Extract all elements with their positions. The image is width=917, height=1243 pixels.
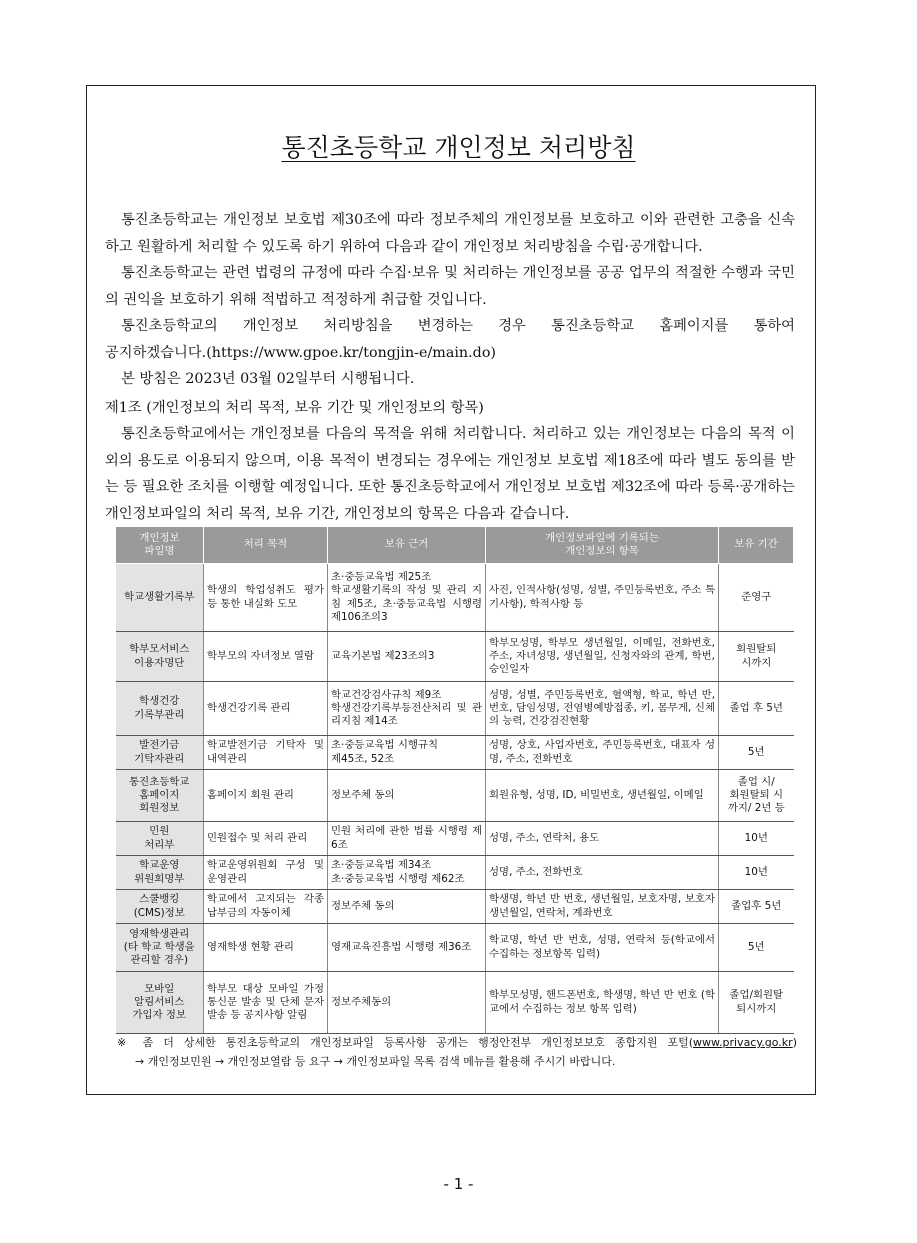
table-row bbox=[116, 972, 794, 1034]
header-file-name: 개인정보 파일명 bbox=[116, 527, 204, 564]
cell-purpose: 민원접수 및 처리 관리 bbox=[204, 822, 328, 856]
footnote-line-1: ※ 좀 더 상세한 통진초등학교의 개인정보파일 등록사항 공개는 행정안전부 개인정보보호 종합지원 포털(www.privacy.go.kr) bbox=[117, 1036, 797, 1049]
header-basis: 보유 근거 bbox=[328, 527, 486, 564]
cell-basis: 초·중등교육법 시행규칙 제45조, 52조 bbox=[328, 736, 486, 770]
cell-purpose: 학교발전기금 기탁자 및 내역관리 bbox=[204, 736, 328, 770]
cell-period: 10년 bbox=[719, 856, 794, 890]
intro-paragraph-1: 통진초등학교는 개인정보 보호법 제30조에 따라 정보주체의 개인정보를 보호하고 이와 관련한 고충을 신속하고 원활하게 처리할 수 있도록 하기 위하여 다음과 같이 개인정보 처리방침을 수립·공개합니다. bbox=[105, 212, 795, 255]
footnote bbox=[117, 1033, 797, 1071]
cell-basis: 초·중등교육법 제25조 학교생활기록의 작성 및 관리 지침 제5조, 초·중등교육법 시행령 제106조의3 bbox=[328, 564, 486, 632]
cell-items: 회원유형, 성명, ID, 비밀번호, 생년월일, 이메일 bbox=[486, 770, 719, 822]
cell-basis: 교육기본법 제23조의3 bbox=[328, 632, 486, 682]
cell-basis: 학교건강검사규칙 제9조 학생건강기록부등전산처리 및 관리지침 제14조 bbox=[328, 682, 486, 736]
page-number: - 1 - bbox=[443, 1175, 474, 1193]
cell-purpose: 영재학생 현황 관리 bbox=[204, 924, 328, 972]
cell-purpose: 학부모의 자녀정보 열람 bbox=[204, 632, 328, 682]
cell-purpose: 학생건강기록 관리 bbox=[204, 682, 328, 736]
privacy-portal-link[interactable]: www.privacy.go.kr bbox=[693, 1036, 793, 1049]
cell-file-name: 학부모서비스 이용자명단 bbox=[116, 632, 204, 682]
cell-file-name: 민원 처리부 bbox=[116, 822, 204, 856]
table-row bbox=[116, 632, 794, 682]
cell-file-name: 학교운영 위원회명부 bbox=[116, 856, 204, 890]
cell-items: 학교명, 학년 반 번호, 성명, 연락처 등(학교에서 수집하는 정보항목 입력) bbox=[486, 924, 719, 972]
cell-basis: 정보주체 동의 bbox=[328, 770, 486, 822]
cell-basis: 정보주체동의 bbox=[328, 972, 486, 1034]
cell-purpose: 학교운영위원회 구성 및 운영관리 bbox=[204, 856, 328, 890]
cell-period: 준영구 bbox=[719, 564, 794, 632]
homepage-url-line: 공지하겠습니다.(https://www.gpoe.kr/tongjin-e/main.do) bbox=[105, 344, 497, 361]
footnote-line-2: → 개인정보민원 → 개인정보열람 등 요구 → 개인정보파일 목록 검색 메뉴를 활용해 주시기 바랍니다. bbox=[135, 1055, 616, 1068]
table-row bbox=[116, 682, 794, 736]
effective-date: 본 방침은 2023년 03월 02일부터 시행됩니다. bbox=[121, 371, 415, 387]
cell-items: 학부모성명, 학부모 생년월일, 이메일, 전화번호, 주소, 자녀성명, 생년월일, 신청자와의 관계, 학번, 승인일자 bbox=[486, 632, 719, 682]
cell-file-name: 발전기금 기탁자관리 bbox=[116, 736, 204, 770]
table-row bbox=[116, 924, 794, 972]
cell-items: 성명, 주소, 전화번호 bbox=[486, 856, 719, 890]
cell-items: 성명, 주소, 연락처, 용도 bbox=[486, 822, 719, 856]
section-title: 제1조 (개인정보의 처리 목적, 보유 기간 및 개인정보의 항목) bbox=[105, 399, 484, 416]
header-period: 보유 기간 bbox=[719, 527, 794, 564]
cell-file-name: 통진초등학교 홈페이지 회원정보 bbox=[116, 770, 204, 822]
table-row bbox=[116, 856, 794, 890]
cell-items: 학부모성명, 핸드폰번호, 학생명, 학년 반 번호 (학교에서 수집하는 정보 항목 입력) bbox=[486, 972, 719, 1034]
cell-period: 10년 bbox=[719, 822, 794, 856]
table-row bbox=[116, 564, 794, 632]
document-title: 통진초등학교 개인정보 처리방침 bbox=[281, 133, 636, 162]
cell-file-name: 영재학생관리 (타 학교 학생을 관리할 경우) bbox=[116, 924, 204, 972]
cell-period: 졸업/회원탈 퇴시까지 bbox=[719, 972, 794, 1034]
cell-basis: 민원 처리에 관한 법률 시행령 제6조 bbox=[328, 822, 486, 856]
cell-purpose: 홈페이지 회원 관리 bbox=[204, 770, 328, 822]
cell-period: 5년 bbox=[719, 736, 794, 770]
intro-paragraph-2: 통진초등학교는 관련 법령의 규정에 따라 수집·보유 및 처리하는 개인정보를 공공 업무의 적절한 수행과 국민의 권익을 보호하기 위해 적법하고 적정하게 취급할 것입니다. bbox=[105, 265, 795, 308]
cell-period: 회원탈퇴 시까지 bbox=[719, 632, 794, 682]
cell-file-name: 스쿨뱅킹 (CMS)정보 bbox=[116, 890, 204, 924]
cell-basis: 정보주체 동의 bbox=[328, 890, 486, 924]
table-row bbox=[116, 890, 794, 924]
table-row bbox=[116, 770, 794, 822]
header-purpose: 처리 목적 bbox=[204, 527, 328, 564]
section-body: 통진초등학교에서는 개인정보를 다음의 목적을 위해 처리합니다. 처리하고 있는 개인정보는 다음의 목적 이외의 용도로 이용되지 않으며, 이용 목적이 변경되는 경우에는 개인정보 보호법 제18조에 따라 별도 동의를 받는 등 필요한 조치를 이행할 예정입니다. 또한 통진초등학교에서 개인정보 보호법 제32조에 따라 등록·공개하는 개인정보파일의 처리 목적, 보유 기간, 개인정보의 항목은 다음과 같습니다. bbox=[105, 426, 795, 522]
cell-period: 졸업 후 5년 bbox=[719, 682, 794, 736]
personal-info-file-table bbox=[115, 526, 794, 1034]
document-body bbox=[105, 207, 795, 527]
cell-period: 졸업 시/ 회원탈퇴 시 까지/ 2년 등 bbox=[719, 770, 794, 822]
cell-period: 5년 bbox=[719, 924, 794, 972]
cell-items: 성명, 상호, 사업자번호, 주민등록번호, 대표자 성명, 주소, 전화번호 bbox=[486, 736, 719, 770]
cell-file-name: 학생건강 기록부관리 bbox=[116, 682, 204, 736]
table-row bbox=[116, 736, 794, 770]
cell-items: 학생명, 학년 반 번호, 생년월일, 보호자명, 보호자생년월일, 연락처, 계좌번호 bbox=[486, 890, 719, 924]
table-header-row bbox=[116, 527, 794, 564]
cell-items: 사진, 인적사항(성명, 성별, 주민등록번호, 주소 특기사항), 학적사항 등 bbox=[486, 564, 719, 632]
header-items: 개인정보파일에 기록되는 개인정보의 항목 bbox=[486, 527, 719, 564]
intro-paragraph-3: 통진초등학교의 개인정보 처리방침을 변경하는 경우 통진초등학교 홈페이지를 통하여 bbox=[121, 318, 795, 334]
cell-basis: 초·중등교육법 제34조 초·중등교육법 시행령 제62조 bbox=[328, 856, 486, 890]
cell-items: 성명, 성별, 주민등록번호, 혈액형, 학교, 학년 반, 번호, 담임성명, 전염병예방접종, 키, 몸무게, 신체의 능력, 건강검진현황 bbox=[486, 682, 719, 736]
cell-purpose: 학생의 학업성취도 평가 등 통한 내실화 도모 bbox=[204, 564, 328, 632]
cell-purpose: 학교에서 고지되는 각종 납부금의 자동이체 bbox=[204, 890, 328, 924]
cell-file-name: 학교생활기록부 bbox=[116, 564, 204, 632]
cell-basis: 영재교육진흥법 시행령 제36조 bbox=[328, 924, 486, 972]
table-row bbox=[116, 822, 794, 856]
cell-file-name: 모바일 알림서비스 가입자 정보 bbox=[116, 972, 204, 1034]
cell-period: 졸업후 5년 bbox=[719, 890, 794, 924]
cell-purpose: 학부모 대상 모바일 가정통신문 발송 및 단체 문자발송 등 공지사항 알림 bbox=[204, 972, 328, 1034]
